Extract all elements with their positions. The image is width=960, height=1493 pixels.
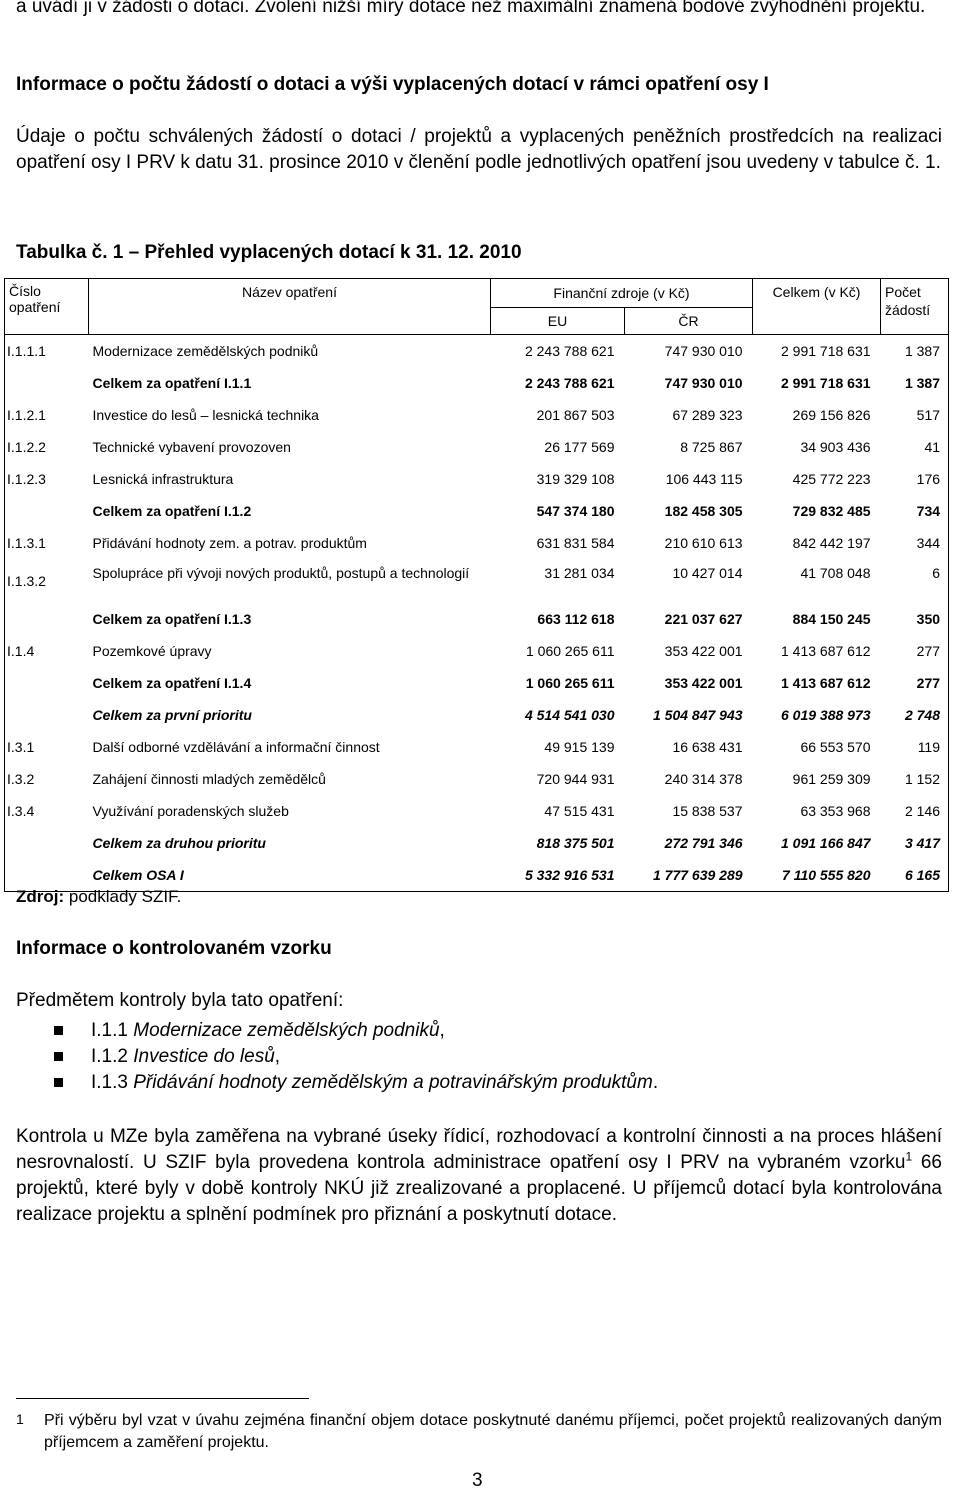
square-bullet-icon [54,1052,63,1061]
row-name: Využívání poradenských služeb [92,803,289,819]
table-row [5,827,949,859]
row-eu: 2 243 788 621 [524,343,615,359]
section2-heading: Informace o kontrolovaném vzorku [16,938,332,959]
row-code [5,667,89,699]
row-count: 119 [881,731,949,763]
row-eu: 1 060 265 611 [526,643,615,659]
row-code: I.1.2.3 [5,463,89,495]
row-total: 842 442 197 [792,535,871,551]
item-code: I.1.3 [91,1072,134,1093]
row-cr: 747 930 010 [664,375,743,391]
row-code [5,827,89,859]
row-total: 269 156 826 [792,407,871,423]
row-eu: 319 329 108 [536,471,615,487]
row-code [5,603,89,635]
row-total: 7 110 555 820 [753,859,881,892]
table-row [5,527,949,559]
row-eu: 720 944 931 [536,771,615,787]
row-name: Modernizace zemědělských podniků [92,343,319,359]
row-count: 2 748 [881,699,949,731]
table-row [5,463,949,495]
table-row [5,367,949,399]
row-name: Spolupráce při vývoji nových produktů, postupů a technologií [92,565,470,581]
row-cr: 10 427 014 [672,565,743,581]
row-total: 1 091 166 847 [780,835,871,851]
row-eu: 1 060 265 611 [525,675,615,691]
row-cr: 16 638 431 [672,739,743,755]
item-name: Modernizace zemědělských podniků [133,1020,440,1041]
row-name: Investice do lesů – lesnická technika [92,407,319,423]
list-item [54,1018,658,1044]
row-name: Zahájení činnosti mladých zemědělců [92,771,326,787]
row-cr: 106 443 115 [665,471,743,487]
header-code: Číslo opatření [5,279,89,335]
header-eu: EU [491,308,625,335]
row-cr: 67 289 323 [672,407,743,423]
footnote-text: Při výběru byl vzat v úvahu zejména finanční objem dotace poskytnuté danému příjemci, počet projektů realizovaných daným příjemcem a zaměření projektu. [44,1412,942,1451]
item-tail: . [652,1072,659,1093]
row-total: 1 413 687 612 [780,675,871,691]
header-cr: ČR [625,308,753,335]
row-eu: 663 112 618 [537,611,615,627]
row-count: 344 [881,527,949,559]
table-row [5,763,949,795]
table-row [5,603,949,635]
row-eu: 49 915 139 [544,739,615,755]
row-name: Pozemkové úpravy [92,643,212,659]
list-item [54,1044,658,1070]
row-total: 6 019 388 973 [780,707,871,723]
row-code [5,495,89,527]
row-code: I.3.2 [5,763,89,795]
footnote [16,1410,942,1454]
row-cr: 1 504 847 943 [652,707,743,723]
row-name: Celkem za druhou prioritu [92,835,266,851]
row-cr: 353 422 001 [664,643,743,659]
row-cr: 353 422 001 [664,675,743,691]
row-total: 41 708 048 [800,565,871,581]
row-name: Celkem za opatření I.1.3 [92,611,252,627]
row-cr: 221 037 627 [664,611,743,627]
row-name: Přidávání hodnoty zem. a potrav. produktům [92,535,367,551]
row-total: 34 903 436 [800,439,871,455]
item-tail: , [439,1020,445,1041]
row-code: I.1.3.1 [5,527,89,559]
row-cr: 15 838 537 [672,803,743,819]
paragraph-2-part-b: 66 projektů, které byly v době kontroly NKÚ již zrealizované a proplacené. U příjemců dotací byla kontrolována realizace projektu a splnění podmínek pro přiznání a poskytnutí dotace. [16,1152,942,1225]
table-source [16,887,181,907]
row-eu: 201 867 503 [536,407,615,423]
row-count: 6 165 [881,859,949,892]
row-name: Celkem za opatření I.1.1 [92,375,252,391]
row-code: I.1.3.2 [5,559,89,603]
row-cr: 747 930 010 [664,343,743,359]
section2-intro: Předmětem kontroly byla tato opatření: [16,990,344,1011]
row-name: Technické vybavení provozoven [92,439,291,455]
row-name: Celkem za opatření I.1.4 [92,675,252,691]
row-code: I.3.4 [5,795,89,827]
item-tail: , [274,1046,281,1067]
table-row [5,495,949,527]
item-code: I.1.1 [91,1020,134,1041]
row-name: Další odborné vzdělávání a informační činnost [92,739,380,755]
row-total: 1 413 687 612 [780,643,871,659]
row-code: I.1.2.2 [5,431,89,463]
row-total: 2 991 718 631 [780,343,871,359]
row-eu: 631 831 584 [536,535,615,551]
row-eu: 4 514 541 030 [524,707,615,723]
row-code [5,367,89,399]
section-heading: Informace o počtu žádostí o dotaci a výši vyplacených dotací v rámci opatření osy I [16,74,769,95]
row-count: 277 [881,667,949,699]
header-sources: Finanční zdroje (v Kč) [491,279,753,308]
item-code: I.1.2 [91,1046,134,1067]
table-row [5,795,949,827]
row-eu: 2 243 788 621 [524,375,615,391]
row-cr: 272 791 346 [664,835,743,851]
row-code: I.1.2.1 [5,399,89,431]
row-count: 3 417 [881,827,949,859]
row-eu: 5 332 916 531 [491,859,625,892]
row-cr: 210 610 613 [664,535,743,551]
row-cr: 240 314 378 [664,771,743,787]
row-count: 6 [881,559,949,603]
row-cr: 8 725 867 [680,439,743,455]
row-total: 961 259 309 [792,771,871,787]
table-row [5,731,949,763]
table-row [5,635,949,667]
row-total: 66 553 570 [800,739,871,755]
row-cr: 1 777 639 289 [625,859,753,892]
row-name: Celkem OSA I [89,859,491,892]
row-count: 1 152 [881,763,949,795]
table-caption: Tabulka č. 1 – Přehled vyplacených dotací k 31. 12. 2010 [16,242,522,263]
table-body [5,335,949,892]
row-eu: 818 375 501 [536,835,615,851]
row-count: 2 146 [881,795,949,827]
item-name: Přidávání hodnoty zemědělským a potravinářským produktům [133,1072,653,1093]
row-name: Celkem za opatření I.1.2 [92,503,252,519]
row-name: Lesnická infrastruktura [92,471,234,487]
row-code: I.1.1.1 [5,335,89,368]
square-bullet-icon [54,1026,63,1035]
table-row [5,335,949,368]
item-name: Investice do lesů [133,1046,275,1067]
row-eu: 547 374 180 [536,503,615,519]
paragraph-2-part-a: Kontrola u MZe byla zaměřena na vybrané úseky řídicí, rozhodovací a kontrolní činnosti a na proces hlášení nesrovnalostí. U SZIF byla provedena kontrola administrace opatření osy I PRV na vybraném vzorku [16,1126,942,1173]
row-count: 176 [881,463,949,495]
header-count: Počet žádostí [881,279,949,335]
source-text: podklady SZIF. [64,887,182,906]
row-code: I.1.4 [5,635,89,667]
row-eu: 47 515 431 [544,803,615,819]
table-row [5,667,949,699]
row-code: I.3.1 [5,731,89,763]
row-count: 1 387 [881,335,949,368]
row-count: 350 [881,603,949,635]
footnote-ref[interactable]: 1 [905,1149,913,1164]
table-row [5,699,949,731]
row-total: 63 353 968 [800,803,871,819]
header-total: Celkem (v Kč) [753,279,881,335]
row-code [5,699,89,731]
list-item [54,1070,658,1096]
control-list [54,1018,658,1096]
row-eu: 26 177 569 [544,439,615,455]
row-total: 2 991 718 631 [780,375,871,391]
row-eu: 31 281 034 [544,565,615,581]
header-name: Název opatření [89,279,491,335]
page-number: 3 [472,1470,483,1491]
footnote-mark: 1 [16,1411,24,1427]
row-count: 277 [881,635,949,667]
row-name: Celkem za první prioritu [92,707,252,723]
subsidy-table [4,278,949,892]
table-row [5,399,949,431]
table-row [5,431,949,463]
square-bullet-icon [54,1078,63,1087]
row-total: 425 772 223 [792,471,871,487]
intro-text: a uvádí ji v žádosti o dotaci. Zvolení nižší míry dotace než maximální znamená bodové zvýhodnění projektu. [16,0,926,17]
paragraph-1: Údaje o počtu schválených žádostí o dotaci / projektů a vyplacených peněžních prostředcích na realizaci opatření osy I PRV k datu 31. prosince 2010 v členění podle jednotlivých opatření jsou uvedeny v tabulce č. 1. [16,126,942,173]
table-row [5,559,949,603]
row-total: 884 150 245 [792,611,871,627]
row-count: 41 [881,431,949,463]
row-count: 1 387 [881,367,949,399]
footnote-divider [16,1398,309,1399]
row-count: 517 [881,399,949,431]
paragraph-2 [16,1124,942,1228]
row-total: 729 832 485 [792,503,871,519]
row-cr: 182 458 305 [664,503,743,519]
row-count: 734 [881,495,949,527]
source-label: Zdroj: [16,887,65,906]
